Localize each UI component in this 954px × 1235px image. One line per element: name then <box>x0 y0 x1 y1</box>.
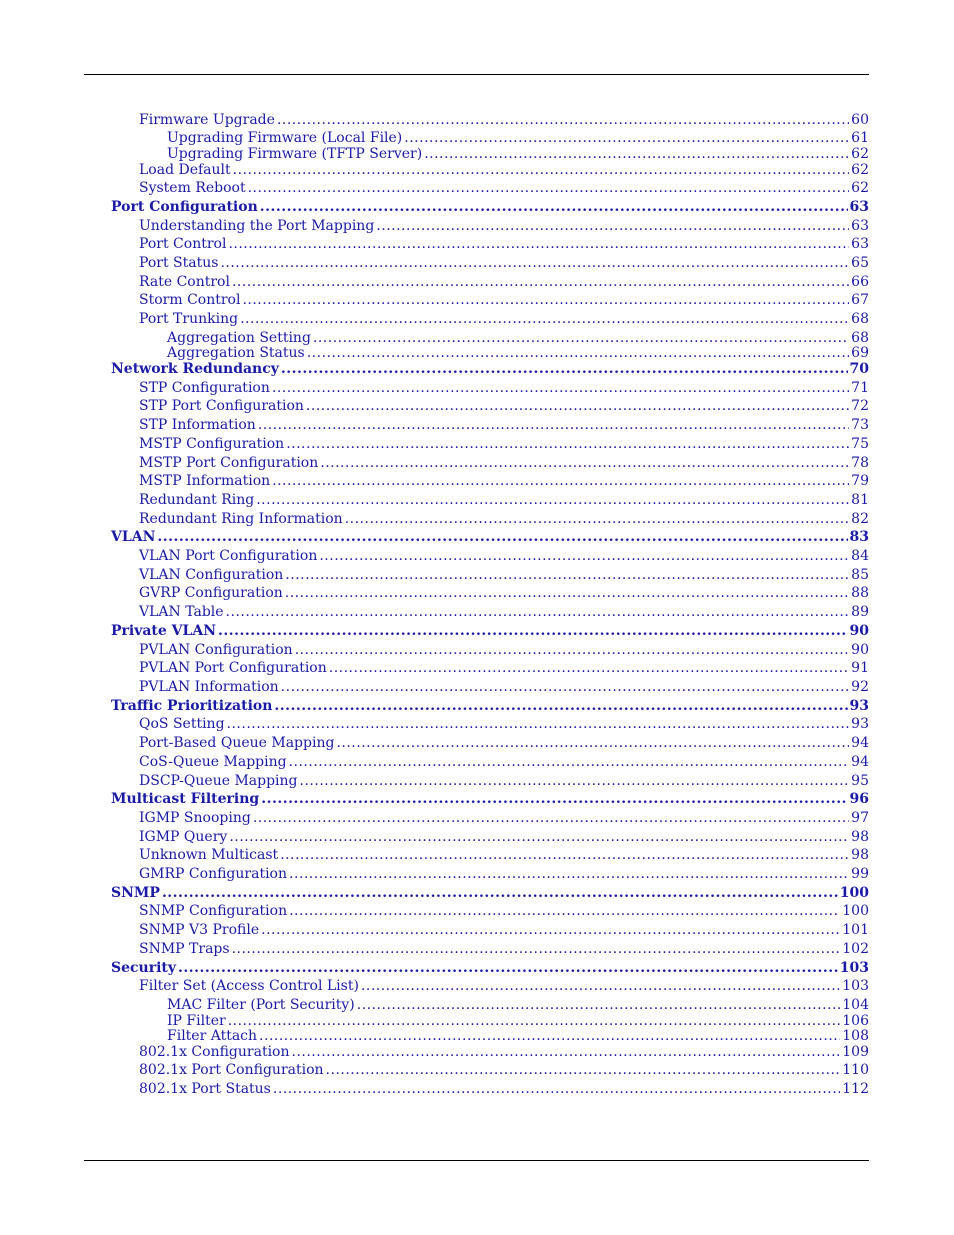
toc-entry-page: 68 <box>851 311 869 327</box>
toc-entry-page: 96 <box>849 791 869 807</box>
toc-section-entry[interactable] <box>111 698 869 715</box>
dot-leader <box>300 773 850 790</box>
toc-entry-page: 91 <box>851 660 869 676</box>
toc-entry-title: GMRP Configuration <box>139 866 287 882</box>
dot-leader <box>329 660 849 677</box>
dot-leader <box>345 511 849 528</box>
dot-leader <box>336 735 849 752</box>
toc-entry[interactable] <box>139 847 869 864</box>
toc-entry-title: Understanding the Port Mapping <box>139 218 375 234</box>
dot-leader <box>285 567 849 584</box>
toc-section-entry[interactable] <box>111 529 869 546</box>
toc-entry[interactable] <box>139 112 869 129</box>
toc-entry[interactable] <box>167 345 869 362</box>
dot-leader <box>220 255 849 272</box>
dot-leader <box>274 698 847 715</box>
toc-entry[interactable] <box>139 455 869 472</box>
toc-entry[interactable] <box>139 773 869 790</box>
toc-entry[interactable] <box>139 311 869 328</box>
toc-entry-title: MAC Filter (Port Security) <box>167 997 355 1013</box>
toc-entry-title: Port Status <box>139 255 219 271</box>
footer-rule <box>84 1160 869 1161</box>
dot-leader <box>261 791 847 808</box>
toc-entry-page: 101 <box>842 922 869 938</box>
toc-entry-title: Rate Control <box>139 274 230 290</box>
toc-entry-page: 67 <box>851 292 869 308</box>
dot-leader <box>258 417 849 434</box>
toc-section-entry[interactable] <box>111 885 869 902</box>
toc-section-entry[interactable] <box>111 960 869 977</box>
toc-entry[interactable] <box>139 754 869 771</box>
toc-entry-title: MSTP Configuration <box>139 436 285 452</box>
toc-entry-page: 79 <box>851 473 869 489</box>
toc-section-entry[interactable] <box>111 623 869 640</box>
toc-entry-title: STP Port Configuration <box>139 398 304 414</box>
toc-entry-title: STP Configuration <box>139 380 270 396</box>
toc-entry-title: Upgrading Firmware (Local File) <box>167 130 403 146</box>
toc-entry-page: 82 <box>851 511 869 527</box>
toc-entry-page: 65 <box>851 255 869 271</box>
toc-entry[interactable] <box>139 1062 869 1079</box>
dot-leader <box>280 847 849 864</box>
toc-entry-page: 75 <box>851 436 869 452</box>
toc-entry-title: PVLAN Information <box>139 679 279 695</box>
toc-entry-page: 106 <box>842 1013 869 1029</box>
toc-entry-page: 109 <box>842 1044 869 1060</box>
dot-leader <box>273 1081 840 1098</box>
toc-entry[interactable] <box>139 903 869 920</box>
toc-entry[interactable] <box>139 380 869 397</box>
dot-leader <box>292 1044 841 1061</box>
toc-entry-title: Traffic Prioritization <box>111 698 273 714</box>
dot-leader <box>256 492 849 509</box>
toc-entry[interactable] <box>139 829 869 846</box>
dot-leader <box>281 361 848 378</box>
toc-entry-page: 73 <box>851 417 869 433</box>
toc-section-entry[interactable] <box>111 199 869 216</box>
toc-entry-page: 70 <box>849 361 869 377</box>
toc-entry[interactable] <box>139 810 869 827</box>
toc-entry-title: Port Configuration <box>111 199 258 215</box>
toc-entry[interactable] <box>139 978 869 995</box>
toc-entry-title: Upgrading Firmware (TFTP Server) <box>167 146 423 162</box>
toc-entry-title: Port Trunking <box>139 311 239 327</box>
toc-entry-title: IGMP Snooping <box>139 810 251 826</box>
toc-entry-page: 103 <box>842 978 869 994</box>
dot-leader <box>319 548 849 565</box>
dot-leader <box>253 810 849 827</box>
toc-entry[interactable] <box>139 567 869 584</box>
toc-section-entry[interactable] <box>111 361 869 378</box>
toc-entry-title: Port Control <box>139 236 227 252</box>
dot-leader <box>162 885 838 902</box>
toc-entry-page: 102 <box>842 941 869 957</box>
dot-leader <box>227 716 850 733</box>
dot-leader <box>404 130 849 147</box>
toc-entry[interactable] <box>167 146 869 163</box>
toc-entry-page: 63 <box>851 236 869 252</box>
toc-entry-page: 89 <box>851 604 869 620</box>
toc-entry[interactable] <box>139 180 869 197</box>
toc-entry-page: 72 <box>851 398 869 414</box>
toc-entry-page: 108 <box>842 1028 869 1044</box>
toc-entry-page: 99 <box>851 866 869 882</box>
toc-entry[interactable] <box>139 162 869 179</box>
toc-entry-title: STP Information <box>139 417 256 433</box>
dot-leader <box>259 1028 840 1045</box>
toc-entry-page: 90 <box>851 642 869 658</box>
dot-leader <box>218 623 847 640</box>
toc-entry-page: 103 <box>839 960 869 976</box>
dot-leader <box>306 398 849 415</box>
dot-leader <box>261 922 840 939</box>
dot-leader <box>326 1062 841 1079</box>
dot-leader <box>285 585 849 602</box>
toc-section-entry[interactable] <box>111 791 869 808</box>
dot-leader <box>320 455 849 472</box>
toc-entry-page: 104 <box>842 997 869 1013</box>
dot-leader <box>272 473 849 490</box>
toc-entry[interactable] <box>139 642 869 659</box>
toc-entry-title: CoS-Queue Mapping <box>139 754 287 770</box>
toc-entry-page: 62 <box>851 180 869 196</box>
toc-entry-title: Security <box>111 960 177 976</box>
toc-entry[interactable] <box>139 218 869 235</box>
toc-entry-page: 93 <box>849 698 869 714</box>
toc-entry[interactable] <box>139 922 869 939</box>
dot-leader <box>233 162 850 179</box>
dot-leader <box>272 380 849 397</box>
dot-leader <box>157 529 847 546</box>
toc-entry[interactable] <box>167 1028 869 1045</box>
toc-entry-title: PVLAN Port Configuration <box>139 660 327 676</box>
toc-entry[interactable] <box>139 274 869 291</box>
toc-entry-title: Redundant Ring Information <box>139 511 343 527</box>
toc-entry[interactable] <box>139 1081 869 1098</box>
toc-entry-title: PVLAN Configuration <box>139 642 293 658</box>
toc-entry-page: 78 <box>851 455 869 471</box>
dot-leader <box>228 236 849 253</box>
toc-entry-title: 802.1x Port Configuration <box>139 1062 324 1078</box>
toc-entry[interactable] <box>139 735 869 752</box>
toc-entry-title: SNMP V3 Profile <box>139 922 260 938</box>
dot-leader <box>289 754 850 771</box>
toc-entry-title: QoS Setting <box>139 716 225 732</box>
toc-entry[interactable] <box>139 866 869 883</box>
dot-leader <box>260 199 848 216</box>
toc-entry-page: 84 <box>851 548 869 564</box>
toc-entry-page: 63 <box>849 199 869 215</box>
toc-entry-title: Aggregation Setting <box>167 330 311 346</box>
toc-entry[interactable] <box>139 941 869 958</box>
toc-entry-title: IP Filter <box>167 1013 226 1029</box>
toc-entry-page: 62 <box>851 146 869 162</box>
dot-leader <box>277 112 849 129</box>
toc-entry-title: Storm Control <box>139 292 241 308</box>
toc-entry-page: 100 <box>842 903 869 919</box>
dot-leader <box>376 218 849 235</box>
toc-entry[interactable] <box>139 398 869 415</box>
toc-entry-title: Firmware Upgrade <box>139 112 275 128</box>
toc-entry-page: 92 <box>851 679 869 695</box>
toc-entry[interactable] <box>139 473 869 490</box>
toc-entry-page: 85 <box>851 567 869 583</box>
dot-leader <box>242 292 849 309</box>
toc-entry[interactable] <box>139 585 869 602</box>
toc-entry-title: Multicast Filtering <box>111 791 260 807</box>
dot-leader <box>232 941 841 958</box>
toc-entry-page: 95 <box>851 773 869 789</box>
toc-entry[interactable] <box>167 130 869 147</box>
toc-entry-title: Filter Set (Access Control List) <box>139 978 359 994</box>
toc-entry-page: 90 <box>849 623 869 639</box>
toc-entry-title: VLAN <box>111 529 156 545</box>
toc-entry-title: Unknown Multicast <box>139 847 279 863</box>
toc-entry-page: 94 <box>851 754 869 770</box>
toc-entry-title: 802.1x Configuration <box>139 1044 290 1060</box>
toc-entry-page: 68 <box>851 330 869 346</box>
dot-leader <box>289 866 849 883</box>
dot-leader <box>295 642 849 659</box>
toc-entry[interactable] <box>139 548 869 565</box>
toc-entry-page: 98 <box>851 847 869 863</box>
toc-entry[interactable] <box>167 997 869 1014</box>
toc-entry-title: Filter Attach <box>167 1028 258 1044</box>
toc-entry-page: 66 <box>851 274 869 290</box>
dot-leader <box>281 679 850 696</box>
toc-entry[interactable] <box>139 436 869 453</box>
toc-entry-title: Port-Based Queue Mapping <box>139 735 335 751</box>
toc-entry-page: 62 <box>851 162 869 178</box>
toc-entry-page: 93 <box>851 716 869 732</box>
toc-entry-title: SNMP Configuration <box>139 903 288 919</box>
toc-entry-page: 94 <box>851 735 869 751</box>
toc-entry-page: 110 <box>842 1062 869 1078</box>
toc-entry[interactable] <box>139 492 869 509</box>
toc-entry-title: MSTP Information <box>139 473 271 489</box>
dot-leader <box>240 311 849 328</box>
toc-entry-page: 112 <box>842 1081 869 1097</box>
toc-entry-title: GVRP Configuration <box>139 585 283 601</box>
toc-entry-page: 63 <box>851 218 869 234</box>
toc-entry-title: IGMP Query <box>139 829 228 845</box>
dot-leader <box>286 436 849 453</box>
toc-entry-page: 69 <box>851 345 869 361</box>
toc-entry-title: SNMP Traps <box>139 941 230 957</box>
toc-entry-page: 61 <box>851 130 869 146</box>
dot-leader <box>232 274 849 291</box>
toc-entry[interactable] <box>139 511 869 528</box>
toc-entry-title: VLAN Port Configuration <box>139 548 318 564</box>
toc-entry-title: Private VLAN <box>111 623 217 639</box>
toc-entry-page: 83 <box>849 529 869 545</box>
toc-entry-title: DSCP-Queue Mapping <box>139 773 298 789</box>
dot-leader <box>248 180 850 197</box>
toc-entry[interactable] <box>139 255 869 272</box>
dot-leader <box>178 960 838 977</box>
toc-entry-page: 97 <box>851 810 869 826</box>
toc-entry-title: VLAN Table <box>139 604 224 620</box>
toc-entry-page: 71 <box>851 380 869 396</box>
toc-entry[interactable] <box>139 604 869 621</box>
toc-entry[interactable] <box>139 236 869 253</box>
toc-entry[interactable] <box>139 679 869 696</box>
dot-leader <box>361 978 840 995</box>
toc-entry[interactable] <box>139 292 869 309</box>
toc-entry-title: VLAN Configuration <box>139 567 284 583</box>
dot-leader <box>357 997 841 1014</box>
toc-entry-title: MSTP Port Configuration <box>139 455 319 471</box>
dot-leader <box>307 345 849 362</box>
toc-entry[interactable] <box>139 660 869 677</box>
toc-entry-title: Redundant Ring <box>139 492 255 508</box>
toc-entry-title: Network Redundancy <box>111 361 279 377</box>
toc-entry-title: System Reboot <box>139 180 246 196</box>
toc-entry-title: Load Default <box>139 162 231 178</box>
toc-entry-page: 60 <box>851 112 869 128</box>
toc-entry-title: SNMP <box>111 885 160 901</box>
toc-entry[interactable] <box>139 716 869 733</box>
toc-entry-page: 98 <box>851 829 869 845</box>
toc-entry-page: 81 <box>851 492 869 508</box>
toc-entry-title: 802.1x Port Status <box>139 1081 271 1097</box>
dot-leader <box>424 146 849 163</box>
dot-leader <box>229 829 849 846</box>
dot-leader <box>289 903 840 920</box>
dot-leader <box>226 604 850 621</box>
toc-entry-title: Aggregation Status <box>167 345 305 361</box>
toc-entry[interactable] <box>139 417 869 434</box>
toc-entry-page: 88 <box>851 585 869 601</box>
toc-entry-page: 100 <box>839 885 869 901</box>
toc-entry[interactable] <box>139 1044 869 1061</box>
